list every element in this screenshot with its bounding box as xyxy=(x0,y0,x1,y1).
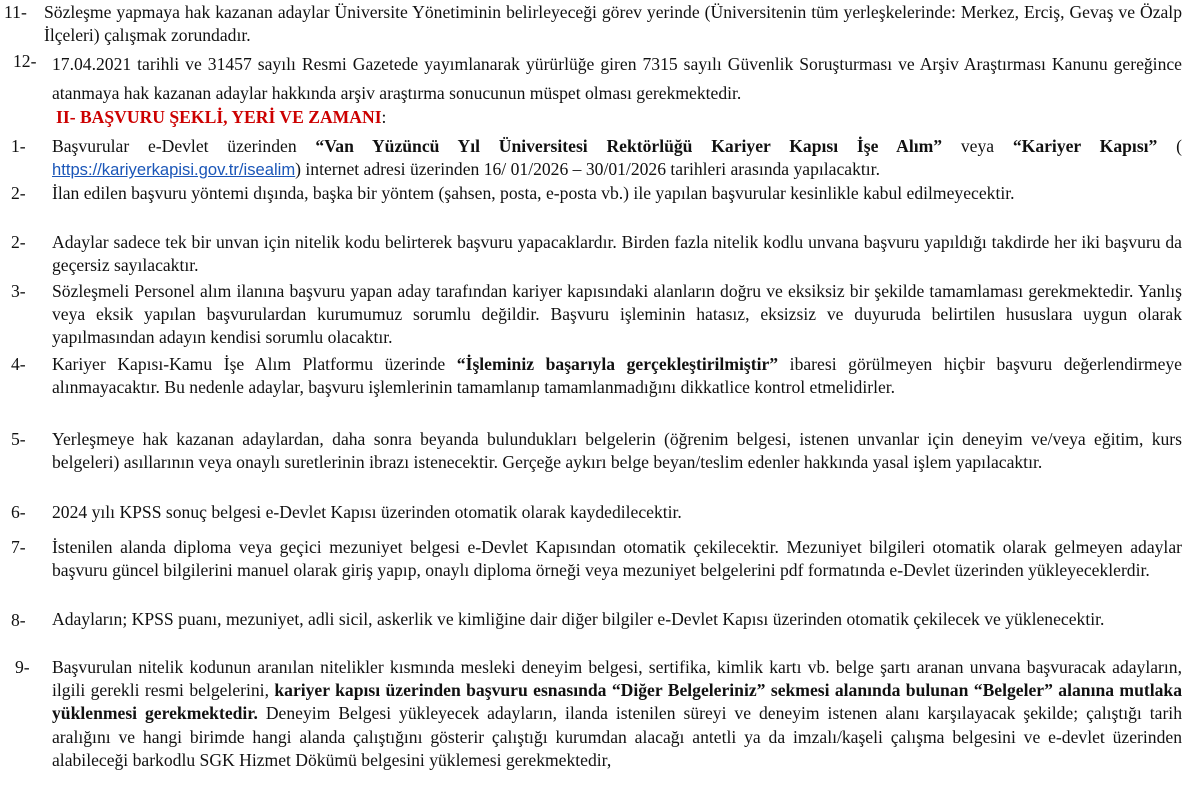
item-text: Adaylar sadece tek bir unvan için nitelik kodu belirterek başvuru yapacaklardır. Birden fazla nitelik kodlu unvana başvuru yapıldığı takdirde her iki başvuru da geçersiz sayılacaktır. xyxy=(52,232,1182,276)
item-text xyxy=(52,353,1182,399)
item-number: 11- xyxy=(4,2,27,22)
item-text xyxy=(52,135,1182,181)
bold-text: “İşleminiz başarıyla gerçekleştirilmiştir” xyxy=(456,354,779,374)
item-text: Yerleşmeye hak kazanan adaylardan, daha sonra beyanda bulundukları belgelerin (öğrenim belgesi, istenen unvanlar için deneyim ve/veya eğitim, kurs belgeleri) asıllarının veya onaylı suretlerinin ibrazı istenecektir. Gerçeğe aykırı belge beyan/teslim edenler hakkında yasal işlem yapılacaktır. xyxy=(52,429,1182,473)
item-number: 7- xyxy=(11,537,26,557)
text-segment: Başvurulan nitelik kodunun aranılan nitelikler kısmında mesleki deneyim belgesi, sertifika, kimlik kartı vb. belge şartı aranan unvana başvuracak adayların, ilgili gerekli resmi belgelerini, xyxy=(52,657,1182,701)
text-segment: ( xyxy=(1157,136,1182,156)
item-text: 2024 yılı KPSS sonuç belgesi e-Devlet Kapısı üzerinden otomatik olarak kaydedilecektir. xyxy=(52,502,682,522)
item-number: 1- xyxy=(11,136,26,156)
item-number: 9- xyxy=(15,657,30,677)
item-number: 3- xyxy=(11,281,26,301)
bold-text: “Kariyer Kapısı” xyxy=(1012,136,1158,156)
item-number: 2- xyxy=(11,232,26,252)
section-title: II- BAŞVURU ŞEKLİ, YERİ VE ZAMANI xyxy=(56,107,382,127)
item-text: İlan edilen başvuru yöntemi dışında, başka bir yöntem (şahsen, posta, e-posta vb.) ile yapılan başvurular kesinlikle kabul edilmeyecektir. xyxy=(52,183,1015,203)
item-text: Sözleşmeli Personel alım ilanına başvuru yapan aday tarafından kariyer kapısındaki alanların doğru ve eksiksiz bir şekilde tamamlaması gerekmektedir. Yanlış veya eksik yapılan başvurulardan kurumumuz sorumlu değildir. Başvuru işleminin hatasız, eksizsiz ve duyuruda belirtilen hususlara uygun olarak yapılmasından adayın kendisi sorumlu olacaktır. xyxy=(52,281,1182,348)
item-number: 2- xyxy=(11,183,26,203)
item-text: İstenilen alanda diploma veya geçici mezuniyet belgesi e-Devlet Kapısından otomatik çekilecektir. Mezuniyet bilgileri otomatik olarak gelmeyen adaylar başvuru güncel bilgilerini manuel olarak giriş yapıp, onaylı diploma örneği veya mezuniyet belgelerini pdf formatında e-Devlet üzerinden yükleyeceklerdir. xyxy=(52,537,1182,581)
kariyer-kapisi-link[interactable]: https://kariyerkapisi.gov.tr/isealim xyxy=(52,160,296,180)
item-number: 8- xyxy=(11,610,26,630)
item-text xyxy=(52,656,1182,772)
item-text: Adayların; KPSS puanı, mezuniyet, adli sicil, askerlik ve kimliğine dair diğer bilgiler e-Devlet Kapısı üzerinden otomatik çekilecek ve yüklenecektir. xyxy=(52,609,1105,629)
text-segment: ibaresi görülmeyen hiçbir başvuru değerlendirmeye alınmayacaktır. Bu nedenle adaylar, başvuru işlemlerinin tamamlanıp tamamlanmadığını dikkatlice kontrol etmelidirler. xyxy=(52,354,1182,398)
item-number: 6- xyxy=(11,502,26,522)
section-title-colon: : xyxy=(381,107,387,127)
bold-text: “Van Yüzüncü Yıl Üniversitesi Rektörlüğü Kariyer Kapısı İşe Alım” xyxy=(315,136,943,156)
item-number: 5- xyxy=(11,429,26,449)
item-text: Sözleşme yapmaya hak kazanan adaylar Üniversite Yönetiminin belirleyeceği görev yerinde (Üniversitenin tüm yerleşkelerinde: Merkez, Erciş, Gevaş ve Özalp İlçeleri) çalışmak zorundadır. xyxy=(44,2,1182,46)
text-segment: veya xyxy=(942,136,1013,156)
text-segment: Başvurular e-Devlet üzerinden xyxy=(52,136,316,156)
bold-text: kariyer kapısı üzerinden başvuru esnasında “Diğer Belgeleriniz” sekmesi alanında bulunan “Belgeler” alanına mutlaka yüklenmesi gerekmektedir. xyxy=(52,680,1182,724)
text-segment: Deneyim Belgesi yükleyecek adayların, ilanda istenilen süreyi ve deneyim istenen alanı karşılayacak şekilde; çalıştığı tarih aralığını ve hangi birimde hangi alanda çalıştığını gösterir çalıştığı kurumdan alacağı antetli ya da imzalı/kaşeli çalışma belgesini ve e-devlet üzerinden alabileceği barkodlu SGK Hizmet Dökümü belgesini yüklemesi gerekmektedir, xyxy=(52,703,1182,770)
text-segment: Kariyer Kapısı-Kamu İşe Alım Platformu üzerinde xyxy=(52,354,457,374)
item-number: 12- xyxy=(13,51,37,71)
item-text: 17.04.2021 tarihli ve 31457 sayılı Resmi Gazetede yayımlanarak yürürlüğe giren 7315 sayılı Güvenlik Soruşturması ve Arşiv Araştırması Kanunu gereğince atanmaya hak kazanan adaylar hakkında arşiv araştırma sonucunun müspet olması gerekmektedir. xyxy=(52,54,1182,103)
text-segment: ) internet adresi üzerinden 16/ 01/2026 – 30/01/2026 tarihleri arasında yapılacaktır. xyxy=(295,159,880,180)
item-number: 4- xyxy=(11,354,26,374)
